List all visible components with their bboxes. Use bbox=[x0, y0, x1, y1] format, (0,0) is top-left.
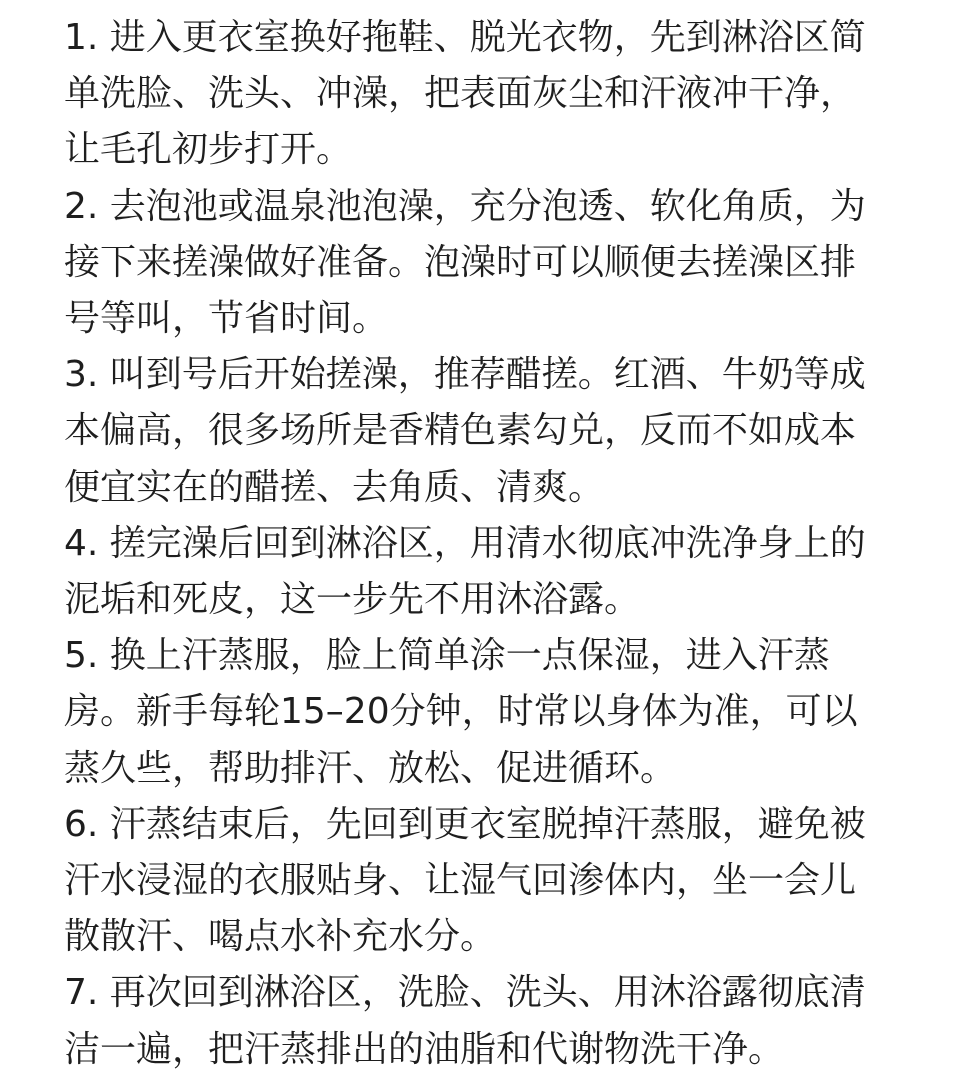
step-5 bbox=[64, 628, 890, 797]
step-4 bbox=[64, 516, 890, 628]
step-2 bbox=[64, 179, 890, 348]
step-1 bbox=[64, 10, 890, 179]
step-6 bbox=[64, 797, 890, 966]
step-4-text: 4. 搓完澡后回到淋浴区，用清水彻底冲洗净身上的泥垢和死皮，这一步先不用沐浴露。 bbox=[64, 522, 866, 621]
step-7 bbox=[64, 965, 890, 1077]
step-5-text: 5. 换上汗蒸服，脸上简单涂一点保湿，进入汗蒸房。新手每轮15–20分钟，时常以身体为准，可以蒸久些，帮助排汗、放松、促进循环。 bbox=[64, 635, 858, 789]
step-6-text: 6. 汗蒸结束后，先回到更衣室脱掉汗蒸服，避免被汗水浸湿的衣服贴身、让湿气回渗体内，坐一会儿散散汗、喝点水补充水分。 bbox=[64, 803, 866, 958]
step-3 bbox=[64, 347, 890, 516]
step-3-text: 3. 叫到号后开始搓澡，推荐醋搓。红酒、牛奶等成本偏高，很多场所是香精色素勾兑，反而不如成本便宜实在的醋搓、去角质、清爽。 bbox=[64, 354, 866, 508]
step-2-text: 2. 去泡池或温泉池泡澡，充分泡透、软化角质，为接下来搓澡做好准备。泡澡时可以顺便去搓澡区排号等叫，节省时间。 bbox=[64, 185, 866, 340]
step-1-text: 1. 进入更衣室换好拖鞋、脱光衣物，先到淋浴区简单洗脸、洗头、冲澡，把表面灰尘和汗液冲干净，让毛孔初步打开。 bbox=[64, 17, 866, 171]
step-7-text: 7. 再次回到淋浴区，洗脸、洗头、用沐浴露彻底清洁一遍，把汗蒸排出的油脂和代谢物洗干净。 bbox=[64, 972, 866, 1070]
